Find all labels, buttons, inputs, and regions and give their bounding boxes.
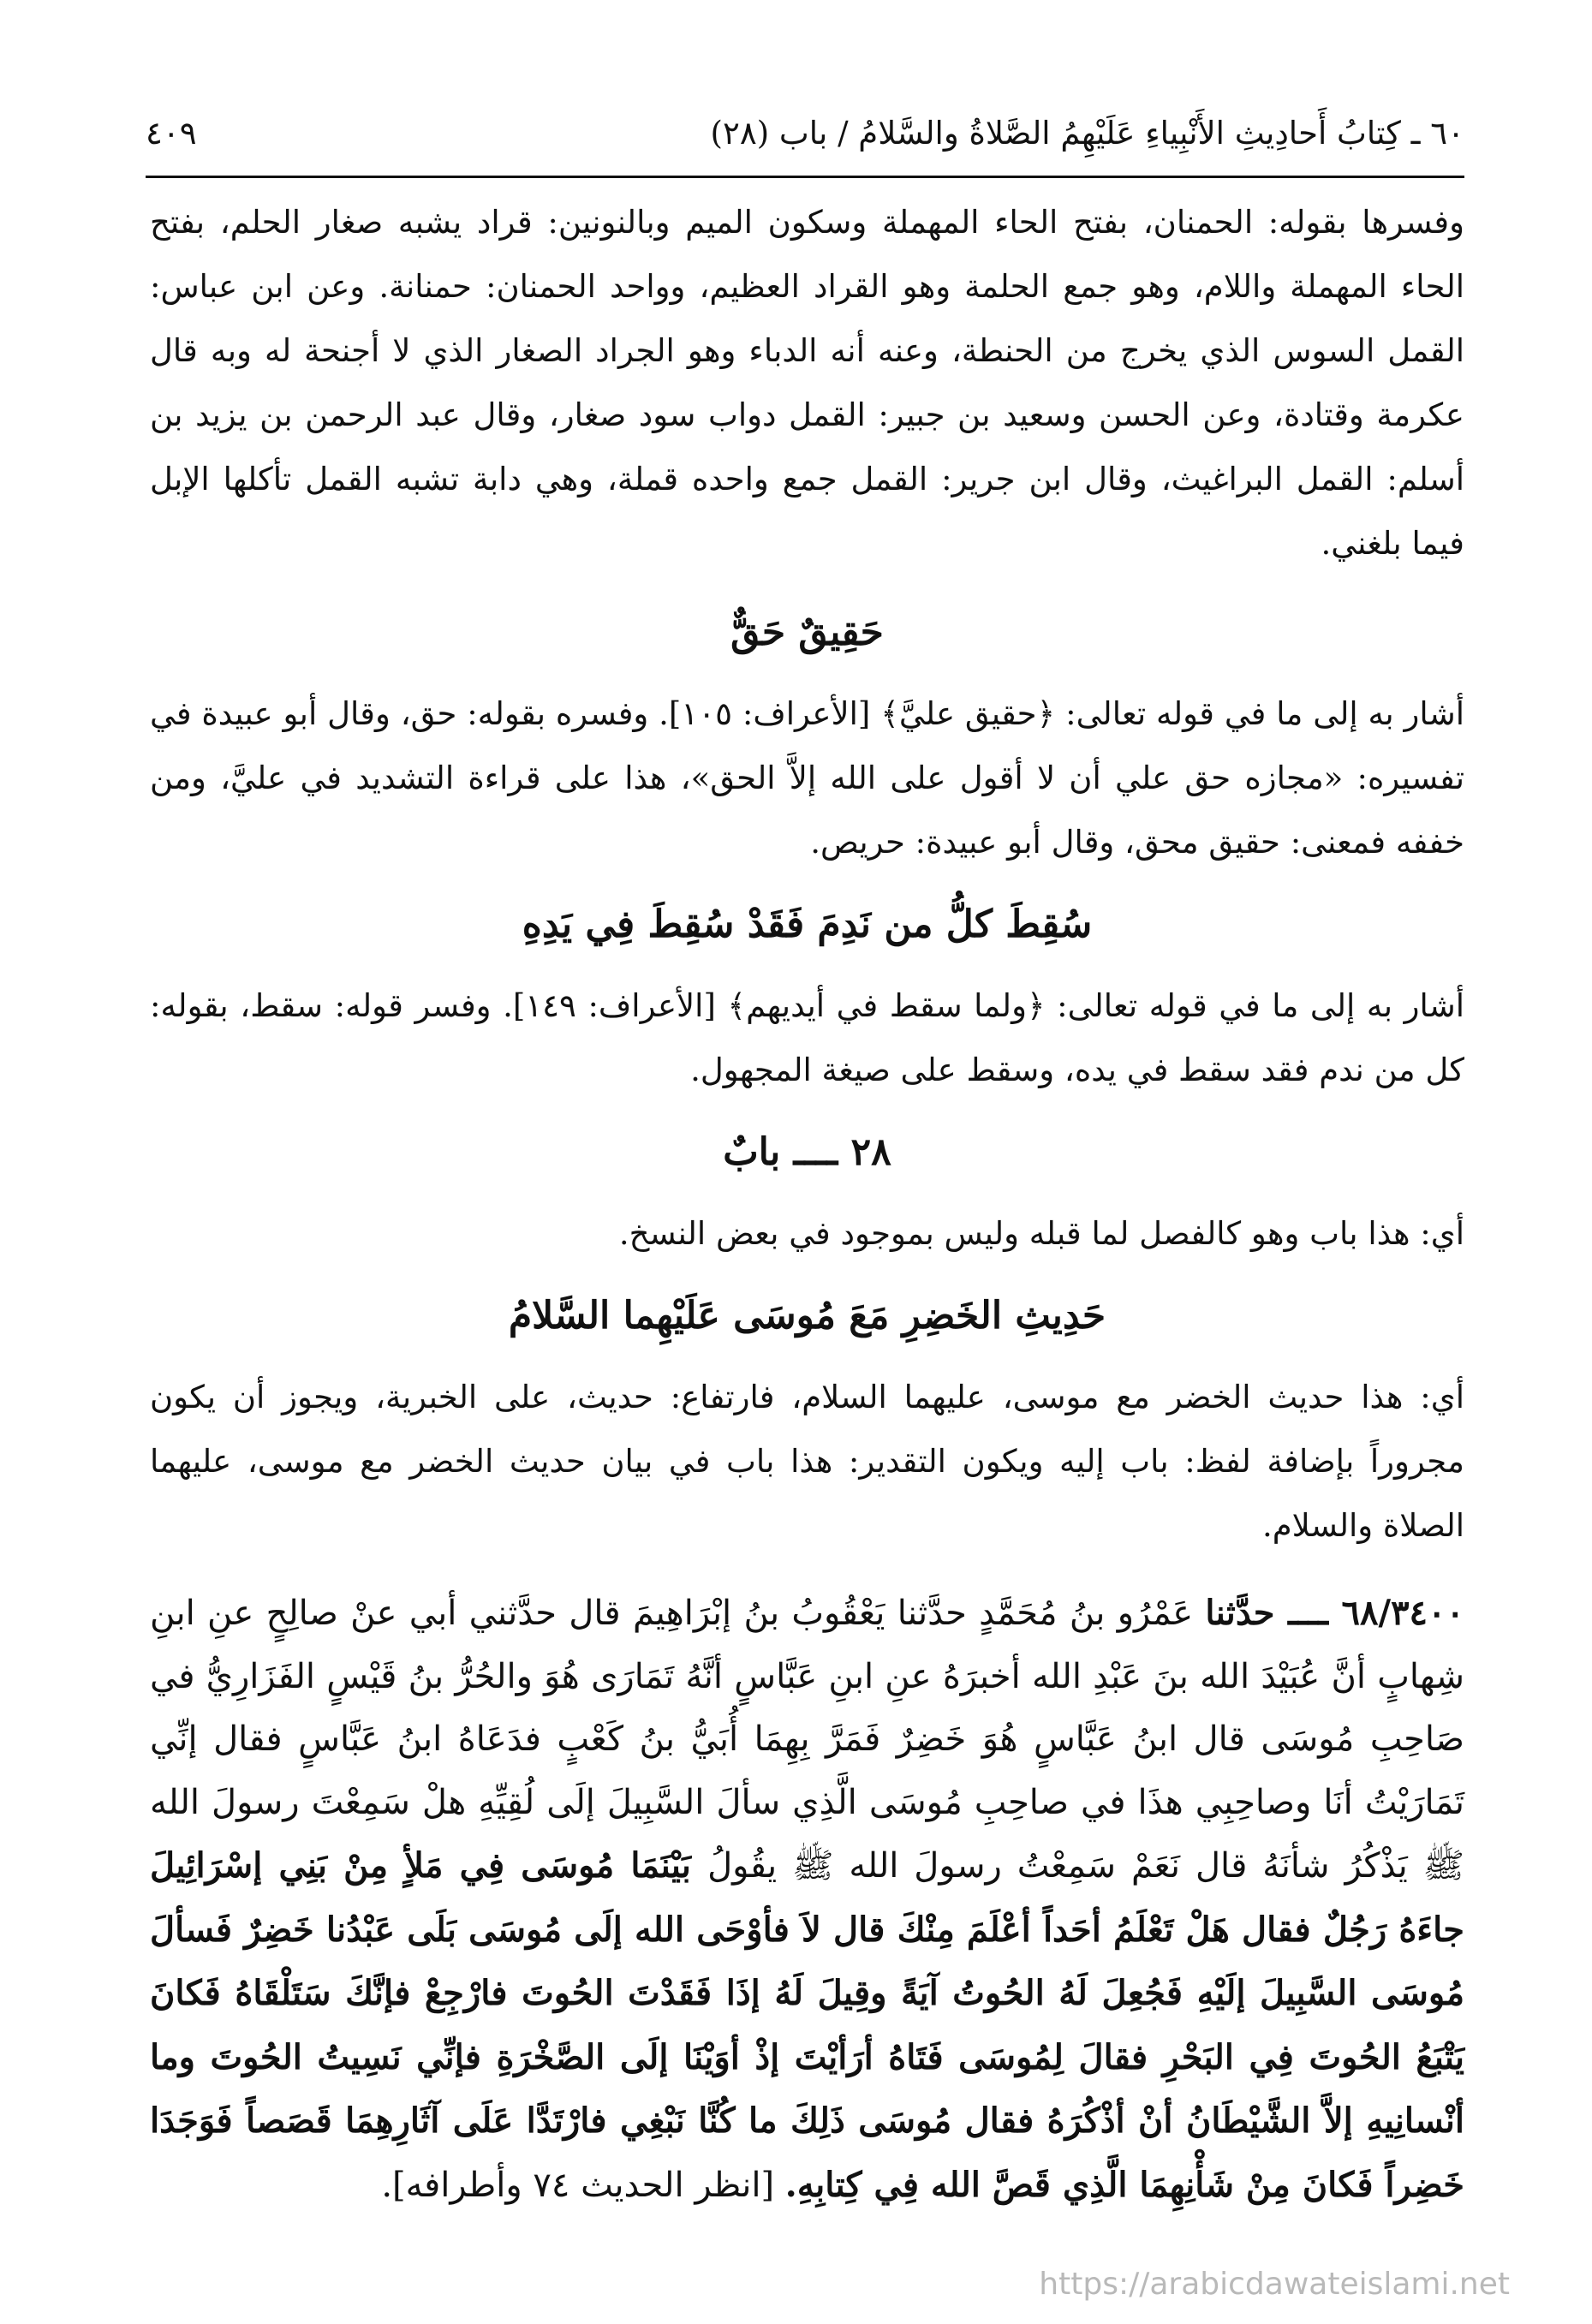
header-title: ٦٠ ـ كِتابُ أَحادِيثِ الأَنْبِياءِ عَلَيْهِمُ الصَّلاةُ والسَّلامُ / باب (٢٨) [710,114,1464,152]
commentary-paragraph-3: أشار به إلى ما في قوله تعالى: ﴿ولما سقط في أيديهم﴾ [الأعراف: ١٤٩]. وفسر قوله: سقط، بقوله: كل من ندم فقد سقط في يده، وسقط على صيغة المجهول. [150,987,1464,1088]
section-heading-haqiq: حَقِيقٌ حَقٌّ [730,611,884,654]
watermark-url: https://arabicdawateislami.net [1039,2267,1510,2302]
hadith-matn: بَيْنَمَا مُوسَى فِي مَلأٍ مِنْ بَنِي إسْرَائِيلَ جاءَهُ رَجُلٌ فقال هَلْ تَعْلَمُ أحَداً أعْلَمَ مِنْكَ قال لاَ فأوْحَى الله إلَى مُوسَى بَلَى عَبْدُنا خَضِرٌ فَسألَ مُوسَى السَّبِيلَ إلَيْهِ فَجُعِلَ لَهُ الحُوتُ آيَةً وقِيلَ لَهُ إذَا فَقَدْتَ الحُوتَ فارْجِعْ فإنَّكَ سَتَلْقَاهُ فَكانَ يَتْبَعُ الحُوتَ فِي البَحْرِ فقالَ لِمُوسَى فَتَاهُ أرَأيْتَ إذْ أوَيْنَا إلَى الصَّخْرَةِ فإنِّي نَسِيتُ الحُوتَ وما أنْسانِيهِ إلاَّ الشَّيْطَانُ أنْ أذْكُرَهُ فقال مُوسَى ذَلِكَ ما كُنَّا نَبْغِي فارْتَدَّا عَلَى آثَارِهِمَا قَصَصاً فَوَجَدَا خَضِراً فَكانَ مِنْ شَأْنِهِمَا الَّذِي قَصَّ الله فِي كِتابِهِ. [150,1845,1464,2205]
commentary-paragraph-5: أي: هذا حديث الخضر مع موسى، عليهما السلام، فارتفاع: حديث، على الخبرية، ويجوز أن يكون مجروراً بإضافة لفظ: باب إليه ويكون التقدير: هذا باب في بيان حديث الخضر مع موسى، عليهما الصلاة والسلام. [150,1379,1464,1544]
header-rule [146,176,1464,178]
page-body [150,190,1464,2217]
hadith-number: ٦٨/٣٤٠٠ ــــ حدَّثنا [1205,1593,1464,1633]
hadith-isnad: عَمْرُو بنُ مُحَمَّدٍ حدَّثنا يَعْقُوبُ بنُ إبْرَاهِيمَ قال حدَّثني أبي عنْ صالِحٍ عنِ ابنِ شِهابٍ أنَّ عُبَيْدَ الله بنَ عَبْدِ الله أخبرَهُ عنِ ابنِ عَبَّاسٍ أنَّهُ تَمَارَى هُوَ والحُرُّ بنُ قَيْسٍ الفَزَارِيُّ في صَاحِبِ مُوسَى قال ابنُ عَبَّاسٍ هُوَ خَضِرٌ فَمَرَّ بِهِمَا أُبَيُّ بنُ كَعْبٍ فدَعَاهُ ابنُ عَبَّاسٍ فقال إنِّي تَمَارَيْتُ أنَا وصاحِبِي هذَا في صاحِبِ مُوسَى الَّذِي سألَ السَّبِيلَ إلَى لُقِيِّهِ هلْ سَمِعْتَ رسولَ الله ﷺ يَذْكُرُ شأنَهُ قال نَعَمْ سَمِعْتُ رسولَ الله ﷺ يقُولُ [150,1594,1464,1886]
section-heading-suqita: سُقِطَ كلُّ من نَدِمَ فَقَدْ سُقِطَ فِي يَدِهِ [522,903,1093,946]
chapter-heading-bab-28: ٢٨ ــــ بابٌ [723,1130,891,1174]
hadith-text [150,1582,1464,2217]
section-heading-khidr: حَدِيثِ الخَضِرِ مَعَ مُوسَى عَلَيْهِما السَّلامُ [508,1294,1106,1338]
page-number: ٤٠٩ [146,114,197,152]
hadith-reference: [انظر الحديث ٧٤ وأطرافه]. [381,2165,785,2205]
commentary-paragraph-2: أشار به إلى ما في قوله تعالى: ﴿حقيق عليَّ﴾ [الأعراف: ١٠٥]. وفسره بقوله: حق، وقال أبو عبيدة في تفسيره: «مجازه حق علي أن لا أقول على الله إلاَّ الحق»، هذا على قراءة التشديد في عليَّ، ومن خففه فمعنى: حقيق محق، وقال أبو عبيدة: حريص. [150,695,1464,861]
running-header [146,103,1464,163]
commentary-paragraph-1: وفسرها بقوله: الحمنان، بفتح الحاء المهملة وسكون الميم وبالنونين: قراد يشبه صغار الحلم، بفتح الحاء المهملة واللام، وهو جمع الحلمة وهو القراد العظيم، وواحد الحمنان: حمنانة. وعن ابن عباس: القمل السوس الذي يخرج من الحنطة، وعنه أنه الدباء وهو الجراد الصغار الذي لا أجنحة له وبه قال عكرمة وقتادة، وعن الحسن وسعيد بن جبير: القمل دواب سود صغار، وقال عبد الرحمن بن يزيد بن أسلم: القمل البراغيث، وقال ابن جرير: القمل جمع واحده قملة، وهي دابة تشبه القمل تأكلها الإبل فيما بلغني. [150,204,1464,562]
commentary-paragraph-4: أي: هذا باب وهو كالفصل لما قبله وليس بموجود في بعض النسخ. [618,1215,1464,1252]
